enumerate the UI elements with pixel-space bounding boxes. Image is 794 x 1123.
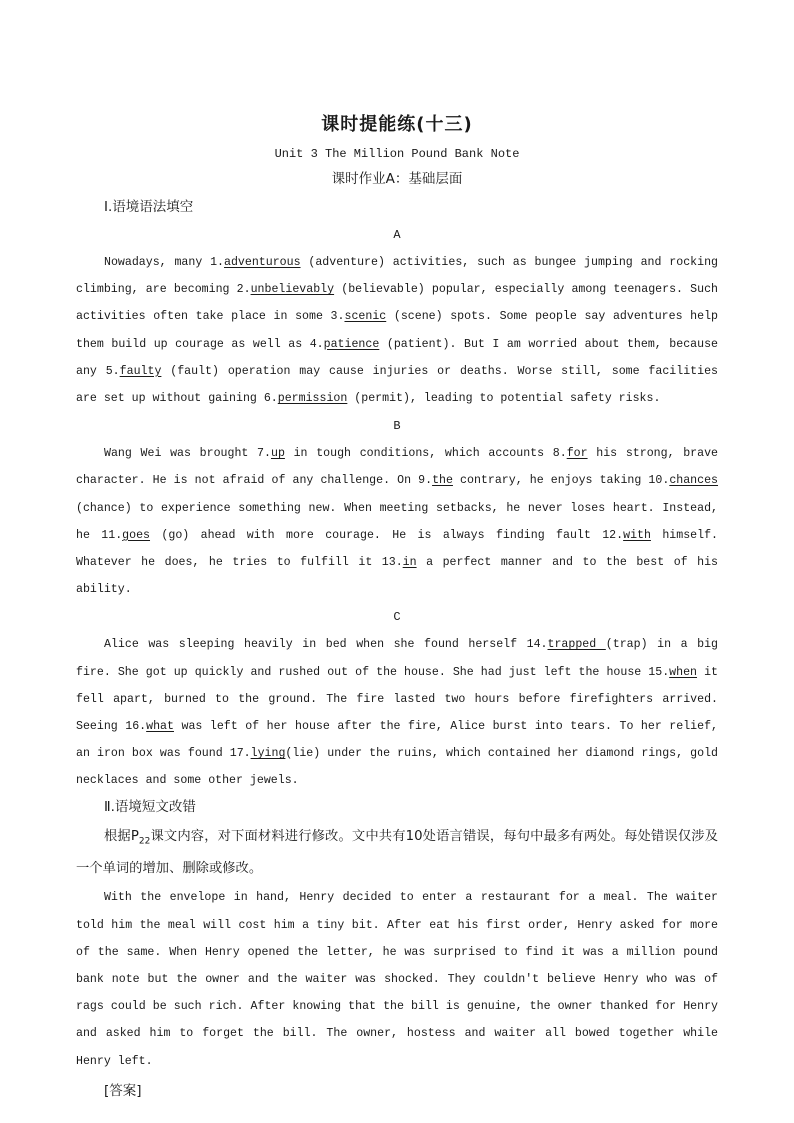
answer-4: patience <box>323 337 380 351</box>
section-1-heading: Ⅰ.语境语法填空 <box>104 199 194 215</box>
answer-11: goes <box>122 528 151 542</box>
worksheet-page <box>76 110 718 1099</box>
answer-2: unbelievably <box>250 283 335 297</box>
part-c-label: C <box>393 610 401 625</box>
answer-6: permission <box>277 392 348 406</box>
part-c-passage: Alice was sleeping heavily in bed when she found herself 14.trapped (trap) in a big fire. She got up quickly and rushed out of the house. She had just left the house 15.when it fell apart, burned to the ground. The fire lasted two hours before firefighters arrived. Seeing 16.what was left of her house after the fire, Alice burst into tears. To her relief, an iron box was found 17.lying(lie) under the ruins, which contained her diamond rings, gold necklaces and some other jewels. <box>76 638 719 788</box>
answer-14: trapped <box>547 638 606 652</box>
answer-8: for <box>566 447 588 461</box>
answer-label: [答案] <box>104 1082 142 1099</box>
answer-10: chances <box>669 474 719 488</box>
part-b-passage: Wang Wei was brought 7.up in tough conditions, which accounts 8.for his strong, brave character. He is not afraid of any challenge. On 9.the contrary, he enjoys taking 10.chances (chance) to experience something new. When meeting setbacks, he never loses heart. Instead, he 11.goes (go) ahead with more courage. He is always finding fault 12.with himself. Whatever he does, he tries to fulfill it 13.in a perfect manner and to the best of his ability. <box>76 447 719 597</box>
answer-16: what <box>146 720 174 734</box>
answer-17: lying <box>250 747 286 761</box>
unit-title: Unit 3 The Million Pound Bank Note <box>274 147 520 161</box>
part-a-passage: Nowadays, many 1.adventurous (adventure) activities, such as bungee jumping and rocking climbing, are becoming 2.unbelievably (believable) popular, especially among teenagers. Such activities often take place in some 3.scenic (scene) spots. Some people say adventures help them build up courage as well as 4.patience (patient). But I am worried about them, because any 5.faulty (fault) operation may cause injuries or deaths. Worse still, some facilities are set up without gaining 6.permission (permit), leading to potential safety risks. <box>76 256 719 406</box>
section-2-heading: Ⅱ.语境短文改错 <box>104 798 196 815</box>
section-2-instructions: 根据$P_{22}$课文内容，对下面材料进行修改。文中共有10处语言错误，每句中最多有两处。每处错误仅涉及一个单词的增加、删除或修改。 <box>76 828 718 877</box>
answer-12: with <box>623 528 651 542</box>
part-a-label: A <box>393 228 401 242</box>
answer-15: when <box>669 665 698 679</box>
homework-subtitle: 课时作业A：基础层面 <box>331 171 463 187</box>
answer-7: up <box>270 447 285 461</box>
page-title: 课时提能练(十三) <box>321 114 473 135</box>
answer-5: faulty <box>119 364 162 378</box>
part-b-label: B <box>393 419 401 434</box>
answer-9: the <box>432 474 453 488</box>
error-correction-passage: With the envelope in hand, Henry decided to enter a restaurant for a meal. The waiter told him the meal will cost him a tiny bit. After eat his first order, Henry asked for more of the same. When Henry opened the letter, he was surprised to find it was a million pound bank note but the owner and the waiter was shocked. They couldn't believe Henry who was of rags could be such rich. After knowing that the bill is genuine, the owner thanked for Henry and asked him to forget the bill. The owner, hostess and waiter all bowed together while Henry left. <box>76 891 718 1068</box>
answer-1: adventurous <box>224 256 301 269</box>
answer-13: in <box>402 556 417 570</box>
answer-3: scenic <box>344 310 387 324</box>
